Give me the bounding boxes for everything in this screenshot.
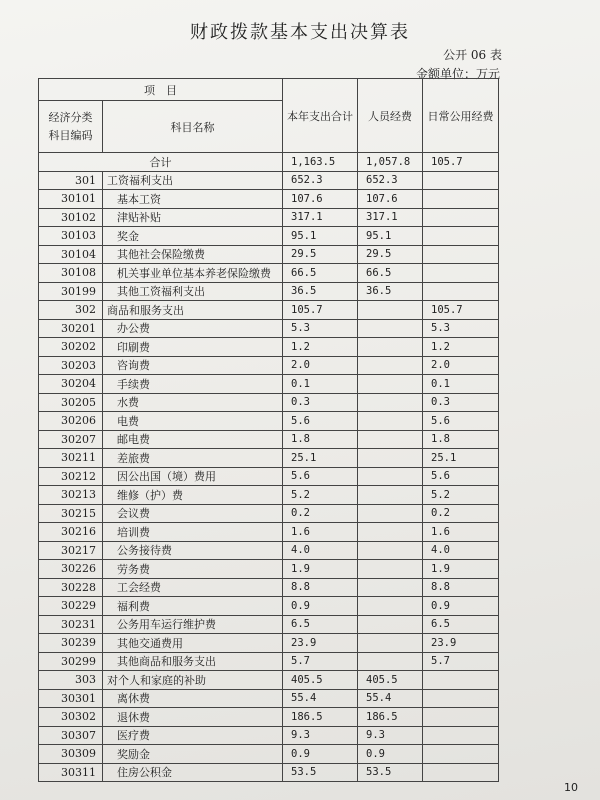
row-personnel — [358, 652, 423, 671]
row-code: 30199 — [39, 282, 103, 301]
row-personnel: 652.3 — [358, 171, 423, 190]
total-label: 合计 — [39, 153, 283, 172]
row-daily — [423, 282, 499, 301]
row-personnel: 36.5 — [358, 282, 423, 301]
row-total: 5.7 — [283, 652, 358, 671]
row-code: 30212 — [39, 467, 103, 486]
row-personnel — [358, 319, 423, 338]
row-total: 652.3 — [283, 171, 358, 190]
table-row — [39, 375, 499, 394]
row-code: 30206 — [39, 412, 103, 431]
row-total: 66.5 — [283, 264, 358, 283]
row-name: 其他社会保险缴费 — [103, 245, 283, 264]
row-code: 30203 — [39, 356, 103, 375]
row-name: 其他商品和服务支出 — [103, 652, 283, 671]
row-code: 30217 — [39, 541, 103, 560]
row-total: 8.8 — [283, 578, 358, 597]
total-daily: 105.7 — [423, 153, 499, 172]
row-name: 对个人和家庭的补助 — [103, 671, 283, 690]
row-daily — [423, 264, 499, 283]
row-personnel — [358, 486, 423, 505]
row-daily: 6.5 — [423, 615, 499, 634]
row-daily: 105.7 — [423, 301, 499, 320]
row-name: 邮电费 — [103, 430, 283, 449]
table-row — [39, 504, 499, 523]
row-personnel — [358, 338, 423, 357]
table-row — [39, 412, 499, 431]
row-name: 住房公积金 — [103, 763, 283, 782]
row-daily: 1.2 — [423, 338, 499, 357]
row-personnel: 107.6 — [358, 190, 423, 209]
row-personnel: 66.5 — [358, 264, 423, 283]
row-daily — [423, 190, 499, 209]
row-total: 5.6 — [283, 467, 358, 486]
row-daily: 5.6 — [423, 412, 499, 431]
table-row — [39, 356, 499, 375]
table-row — [39, 560, 499, 579]
row-code: 30311 — [39, 763, 103, 782]
row-total: 5.3 — [283, 319, 358, 338]
row-daily — [423, 689, 499, 708]
row-name: 其他工资福利支出 — [103, 282, 283, 301]
row-code: 30302 — [39, 708, 103, 727]
table-row — [39, 449, 499, 468]
row-daily: 0.3 — [423, 393, 499, 412]
row-daily — [423, 245, 499, 264]
row-total: 0.3 — [283, 393, 358, 412]
table-row — [39, 301, 499, 320]
row-code: 30201 — [39, 319, 103, 338]
row-code: 30211 — [39, 449, 103, 468]
table-row — [39, 467, 499, 486]
row-code: 30202 — [39, 338, 103, 357]
row-code: 30228 — [39, 578, 103, 597]
row-personnel: 405.5 — [358, 671, 423, 690]
table-row — [39, 227, 499, 246]
row-personnel — [358, 523, 423, 542]
table-row — [39, 338, 499, 357]
table-row — [39, 652, 499, 671]
row-personnel — [358, 375, 423, 394]
row-name: 会议费 — [103, 504, 283, 523]
table-row — [39, 615, 499, 634]
row-name: 商品和服务支出 — [103, 301, 283, 320]
row-code: 30204 — [39, 375, 103, 394]
row-daily: 25.1 — [423, 449, 499, 468]
row-personnel — [358, 597, 423, 616]
row-personnel — [358, 301, 423, 320]
row-daily: 0.9 — [423, 597, 499, 616]
row-code: 30226 — [39, 560, 103, 579]
table-row — [39, 208, 499, 227]
row-personnel — [358, 356, 423, 375]
row-code: 30101 — [39, 190, 103, 209]
table-row — [39, 745, 499, 764]
row-total: 6.5 — [283, 615, 358, 634]
row-code: 301 — [39, 171, 103, 190]
row-total: 105.7 — [283, 301, 358, 320]
table-row — [39, 634, 499, 653]
row-name: 福利费 — [103, 597, 283, 616]
table-row — [39, 523, 499, 542]
row-personnel — [358, 634, 423, 653]
table-row — [39, 190, 499, 209]
table-row — [39, 708, 499, 727]
row-name: 维修（护）费 — [103, 486, 283, 505]
table-row — [39, 578, 499, 597]
table-row — [39, 430, 499, 449]
header-personnel: 人员经费 — [358, 79, 423, 153]
row-total: 0.9 — [283, 597, 358, 616]
row-total: 405.5 — [283, 671, 358, 690]
table-row — [39, 726, 499, 745]
row-name: 电费 — [103, 412, 283, 431]
page-title: 财政拨款基本支出决算表 — [190, 22, 410, 43]
row-personnel: 0.9 — [358, 745, 423, 764]
row-personnel — [358, 393, 423, 412]
row-name: 手续费 — [103, 375, 283, 394]
row-code: 30108 — [39, 264, 103, 283]
table-row — [39, 763, 499, 782]
table-row — [39, 541, 499, 560]
row-code: 30103 — [39, 227, 103, 246]
row-daily: 1.8 — [423, 430, 499, 449]
row-code: 30229 — [39, 597, 103, 616]
row-name: 医疗费 — [103, 726, 283, 745]
row-code: 30205 — [39, 393, 103, 412]
row-personnel — [358, 449, 423, 468]
row-total: 1.2 — [283, 338, 358, 357]
row-name: 因公出国（境）费用 — [103, 467, 283, 486]
header-total: 本年支出合计 — [283, 79, 358, 153]
row-daily — [423, 708, 499, 727]
row-total: 23.9 — [283, 634, 358, 653]
row-total: 5.6 — [283, 412, 358, 431]
row-name: 离休费 — [103, 689, 283, 708]
row-total: 5.2 — [283, 486, 358, 505]
row-personnel: 317.1 — [358, 208, 423, 227]
row-daily — [423, 171, 499, 190]
row-total: 2.0 — [283, 356, 358, 375]
row-name: 其他交通费用 — [103, 634, 283, 653]
expenditure-table — [38, 78, 499, 782]
row-personnel: 53.5 — [358, 763, 423, 782]
header-name: 科目名称 — [103, 101, 283, 153]
row-personnel — [358, 504, 423, 523]
row-daily: 1.9 — [423, 560, 499, 579]
row-name: 工资福利支出 — [103, 171, 283, 190]
row-personnel — [358, 467, 423, 486]
row-total: 107.6 — [283, 190, 358, 209]
row-code: 30213 — [39, 486, 103, 505]
row-code: 303 — [39, 671, 103, 690]
row-name: 公务接待费 — [103, 541, 283, 560]
row-personnel: 55.4 — [358, 689, 423, 708]
row-code: 30215 — [39, 504, 103, 523]
row-total: 9.3 — [283, 726, 358, 745]
row-name: 劳务费 — [103, 560, 283, 579]
row-daily — [423, 726, 499, 745]
row-daily: 0.2 — [423, 504, 499, 523]
row-total: 0.2 — [283, 504, 358, 523]
table-row — [39, 393, 499, 412]
row-daily: 0.1 — [423, 375, 499, 394]
table-row — [39, 597, 499, 616]
row-daily — [423, 227, 499, 246]
row-code: 30104 — [39, 245, 103, 264]
table-row — [39, 671, 499, 690]
table-row — [39, 171, 499, 190]
row-daily — [423, 763, 499, 782]
row-total: 1.8 — [283, 430, 358, 449]
table-row — [39, 245, 499, 264]
row-name: 印刷费 — [103, 338, 283, 357]
row-daily — [423, 208, 499, 227]
row-personnel: 9.3 — [358, 726, 423, 745]
row-total: 0.9 — [283, 745, 358, 764]
amount-unit: 金额单位：万元 — [415, 67, 500, 81]
total-personnel: 1,057.8 — [358, 153, 423, 172]
row-daily: 5.6 — [423, 467, 499, 486]
row-name: 咨询费 — [103, 356, 283, 375]
row-daily — [423, 671, 499, 690]
row-total: 0.1 — [283, 375, 358, 394]
total-amount: 1,163.5 — [283, 153, 358, 172]
row-daily: 5.3 — [423, 319, 499, 338]
header-daily: 日常公用经费 — [423, 79, 499, 153]
row-name: 退休费 — [103, 708, 283, 727]
row-code: 30216 — [39, 523, 103, 542]
row-name: 培训费 — [103, 523, 283, 542]
row-total: 53.5 — [283, 763, 358, 782]
row-daily — [423, 745, 499, 764]
row-name: 津贴补贴 — [103, 208, 283, 227]
total-row — [39, 153, 499, 172]
row-personnel — [358, 560, 423, 579]
row-total: 36.5 — [283, 282, 358, 301]
table-row — [39, 689, 499, 708]
row-total: 95.1 — [283, 227, 358, 246]
row-daily: 2.0 — [423, 356, 499, 375]
row-personnel: 95.1 — [358, 227, 423, 246]
row-daily: 4.0 — [423, 541, 499, 560]
row-code: 30231 — [39, 615, 103, 634]
row-code: 30299 — [39, 652, 103, 671]
row-daily: 5.7 — [423, 652, 499, 671]
row-code: 30309 — [39, 745, 103, 764]
row-daily: 23.9 — [423, 634, 499, 653]
row-code: 302 — [39, 301, 103, 320]
row-name: 办公费 — [103, 319, 283, 338]
table-row — [39, 282, 499, 301]
row-name: 机关事业单位基本养老保险缴费 — [103, 264, 283, 283]
row-personnel — [358, 541, 423, 560]
row-total: 25.1 — [283, 449, 358, 468]
header-code: 经济分类 科目编码 — [39, 101, 103, 153]
page-number: 10 — [564, 781, 578, 794]
table-row — [39, 264, 499, 283]
header-item: 项 目 — [39, 79, 283, 101]
row-code: 30102 — [39, 208, 103, 227]
row-name: 工会经费 — [103, 578, 283, 597]
row-name: 奖励金 — [103, 745, 283, 764]
row-code: 30207 — [39, 430, 103, 449]
row-code: 30307 — [39, 726, 103, 745]
row-personnel — [358, 412, 423, 431]
row-total: 55.4 — [283, 689, 358, 708]
row-name: 奖金 — [103, 227, 283, 246]
row-daily: 5.2 — [423, 486, 499, 505]
row-total: 29.5 — [283, 245, 358, 264]
table-row — [39, 319, 499, 338]
row-code: 30301 — [39, 689, 103, 708]
row-name: 公务用车运行维护费 — [103, 615, 283, 634]
row-daily: 8.8 — [423, 578, 499, 597]
row-code: 30239 — [39, 634, 103, 653]
row-personnel: 186.5 — [358, 708, 423, 727]
table-row — [39, 486, 499, 505]
row-name: 基本工资 — [103, 190, 283, 209]
row-total: 1.9 — [283, 560, 358, 579]
row-personnel — [358, 615, 423, 634]
row-total: 186.5 — [283, 708, 358, 727]
row-total: 4.0 — [283, 541, 358, 560]
row-daily: 1.6 — [423, 523, 499, 542]
row-name: 水费 — [103, 393, 283, 412]
row-personnel — [358, 578, 423, 597]
row-name: 差旅费 — [103, 449, 283, 468]
row-personnel — [358, 430, 423, 449]
row-total: 1.6 — [283, 523, 358, 542]
row-total: 317.1 — [283, 208, 358, 227]
form-number: 公开 06 表 — [443, 48, 502, 62]
row-personnel: 29.5 — [358, 245, 423, 264]
